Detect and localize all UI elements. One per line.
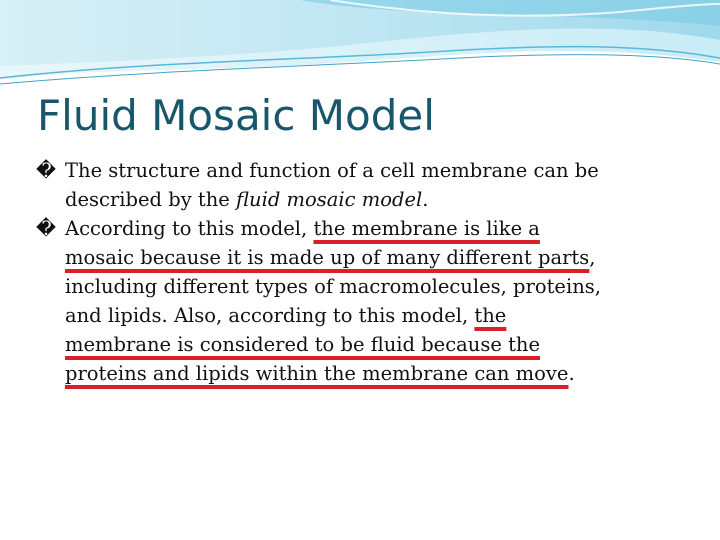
bullet-line <box>65 243 706 272</box>
underlined-phrase: proteins and lipids within the membrane can move <box>65 362 569 385</box>
header-wave-decoration <box>0 0 720 90</box>
text-run: . <box>422 188 429 211</box>
bullet-line <box>65 185 706 214</box>
slide-title: Fluid Mosaic Model <box>37 91 435 140</box>
text-run: . <box>568 362 575 385</box>
bullet-line <box>65 214 706 243</box>
underlined-phrase: the membrane is like a <box>313 217 540 240</box>
text-run: described by the <box>65 188 237 211</box>
bullet-line <box>65 359 706 388</box>
text-run: The structure and function of a cell membrane can be <box>65 159 599 182</box>
bullet-glyph-icon: � <box>36 217 56 240</box>
underlined-phrase: the <box>474 304 507 327</box>
bullet-item <box>36 214 706 388</box>
underlined-phrase: membrane is considered to be fluid because the <box>65 333 541 356</box>
text-run: and lipids. Also, according to this model, <box>65 304 475 327</box>
emphasis-term: fluid mosaic model <box>236 188 423 211</box>
bullet-line <box>65 330 706 359</box>
bullet-line <box>65 156 706 185</box>
text-run: including different types of macromolecules, proteins, <box>65 275 601 298</box>
text-run: According to this model, <box>65 217 314 240</box>
bullet-line <box>65 301 706 330</box>
text-run: , <box>589 246 596 269</box>
bullet-line <box>65 272 706 301</box>
slide-body <box>36 156 706 388</box>
bullet-glyph-icon: � <box>36 159 56 182</box>
underlined-phrase: mosaic because it is made up of many different parts <box>65 246 590 269</box>
bullet-item <box>36 156 706 214</box>
